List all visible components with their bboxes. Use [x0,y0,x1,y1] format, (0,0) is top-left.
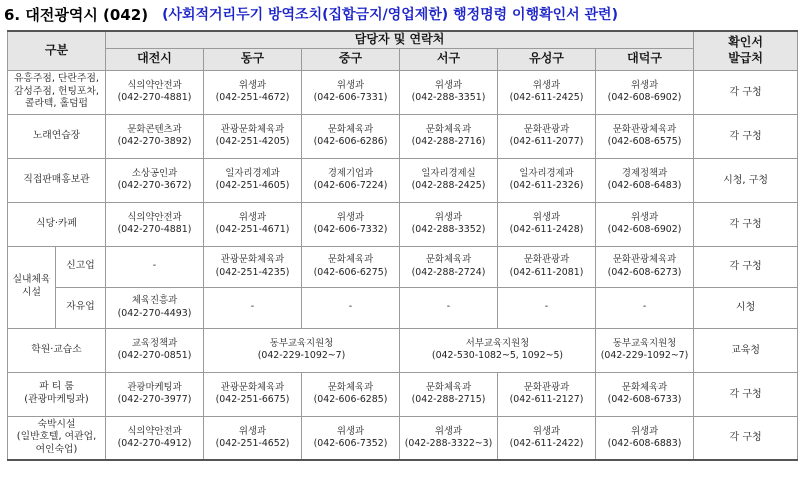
table-row [8,416,798,460]
header-row [8,31,798,48]
contact-cell: - [498,287,596,328]
header-district: 동구 [204,48,302,70]
contact-cell: 소상공인과 (042-270-3672) [106,158,204,202]
issuer-cell: 각 구청 [694,416,798,460]
contact-cell: - [596,287,694,328]
contact-cell: 위생과 (042-251-4652) [204,416,302,460]
issuer-cell: 각 구청 [694,114,798,158]
header-district: 대전시 [106,48,204,70]
row-label: 학원·교습소 [8,328,106,372]
issuer-cell: 각 구청 [694,372,798,416]
contact-cell: 일자리경제과 (042-611-2326) [498,158,596,202]
contact-cell: 체육진흥과 (042-270-4493) [106,287,204,328]
contact-cell: 관광문화체육과 (042-251-4235) [204,246,302,287]
issuer-cell: 시청 [694,287,798,328]
contact-cell: 문화체육과 (042-606-6275) [302,246,400,287]
section-subtitle: (사회적거리두기 방역조치(집합금지/영업제한) 행정명령 이행확인서 관련) [162,7,618,23]
issuer-cell: 시청, 구청 [694,158,798,202]
contact-cell: 경제정책과 (042-608-6483) [596,158,694,202]
contact-cell: 동부교육지원청 (042-229-1092~7) [204,328,400,372]
table-row [8,202,798,246]
header-district-row [8,48,798,70]
issuer-cell: 각 구청 [694,246,798,287]
contact-cell: 관광마케팅과 (042-270-3977) [106,372,204,416]
contact-cell: 위생과 (042-606-7331) [302,70,400,114]
contact-cell: 문화관광과 (042-611-2127) [498,372,596,416]
contact-cell: 동부교육지원청 (042-229-1092~7) [596,328,694,372]
row-label: 유흥주점, 단란주점, 감성주점, 헌팅포차, 콜라텍, 홀덤펍 [8,70,106,114]
contact-cell: 위생과 (042-608-6902) [596,70,694,114]
contact-cell: 위생과 (042-606-7332) [302,202,400,246]
contact-cell: 경제기업과 (042-606-7224) [302,158,400,202]
table-row [8,328,798,372]
header-district: 서구 [400,48,498,70]
contact-cell: 식의약안전과 (042-270-4881) [106,70,204,114]
contact-cell: - [302,287,400,328]
header-category: 구분 [8,31,106,70]
section-title: 6. 대전광역시 (042) [4,5,149,24]
contact-table [7,30,798,461]
contact-cell: 위생과 (042-611-2425) [498,70,596,114]
contact-cell: 위생과 (042-608-6902) [596,202,694,246]
contact-cell: 문화체육과 (042-288-2724) [400,246,498,287]
contact-cell: 위생과 (042-288-3322~3) [400,416,498,460]
contact-cell: 위생과 (042-288-3351) [400,70,498,114]
row-sublabel: 자유업 [56,287,106,328]
table-row [8,70,798,114]
contact-cell: - [400,287,498,328]
contact-cell: - [106,246,204,287]
table-row [8,114,798,158]
contact-cell: 문화체육과 (042-606-6286) [302,114,400,158]
row-label: 숙박시설 (일반호텔, 여관업, 여인숙업) [8,416,106,460]
contact-cell: 식의약안전과 (042-270-4912) [106,416,204,460]
page-title [0,0,800,28]
row-label: 노래연습장 [8,114,106,158]
contact-cell: 위생과 (042-251-4671) [204,202,302,246]
contact-cell: 문화관광체육과 (042-608-6575) [596,114,694,158]
contact-cell: 관광문화체육과 (042-251-4205) [204,114,302,158]
contact-cell: 위생과 (042-251-4672) [204,70,302,114]
contact-cell: 문화체육과 (042-288-2716) [400,114,498,158]
row-label: 식당·카페 [8,202,106,246]
issuer-cell: 각 구청 [694,70,798,114]
contact-cell: 위생과 (042-608-6883) [596,416,694,460]
contact-cell: 문화콘텐츠과 (042-270-3892) [106,114,204,158]
contact-cell: 일자리경제과 (042-251-4605) [204,158,302,202]
contact-cell: 문화관광과 (042-611-2081) [498,246,596,287]
contact-cell: 문화체육과 (042-606-6285) [302,372,400,416]
table-row [8,158,798,202]
contact-cell: 위생과 (042-611-2422) [498,416,596,460]
contact-cell: 일자리경제실 (042-288-2425) [400,158,498,202]
contact-cell: 문화체육과 (042-288-2715) [400,372,498,416]
contact-cell: - [204,287,302,328]
contact-cell: 관광문화체육과 (042-251-6675) [204,372,302,416]
contact-cell: 문화관광체육과 (042-608-6273) [596,246,694,287]
contact-cell: 문화관광과 (042-611-2077) [498,114,596,158]
contact-cell: 위생과 (042-288-3352) [400,202,498,246]
row-label: 파 티 룸 (관광마케팅과) [8,372,106,416]
contact-cell: 위생과 (042-606-7352) [302,416,400,460]
table-row [8,246,798,287]
issuer-cell: 교육청 [694,328,798,372]
contact-cell: 문화체육과 (042-608-6733) [596,372,694,416]
contact-cell: 식의약안전과 (042-270-4881) [106,202,204,246]
table-row [8,372,798,416]
header-district: 대덕구 [596,48,694,70]
table-row [8,287,798,328]
contact-cell: 서부교육지원청 (042-530-1082~5, 1092~5) [400,328,596,372]
contact-cell: 교육정책과 (042-270-0851) [106,328,204,372]
row-sublabel: 신고업 [56,246,106,287]
header-district: 유성구 [498,48,596,70]
header-contact: 담당자 및 연락처 [106,31,694,48]
header-district: 중구 [302,48,400,70]
row-group-label: 실내체육 시설 [8,246,56,328]
issuer-cell: 각 구청 [694,202,798,246]
row-label: 직접판매홍보관 [8,158,106,202]
contact-cell: 위생과 (042-611-2428) [498,202,596,246]
header-issuer: 확인서 발급처 [694,31,798,70]
